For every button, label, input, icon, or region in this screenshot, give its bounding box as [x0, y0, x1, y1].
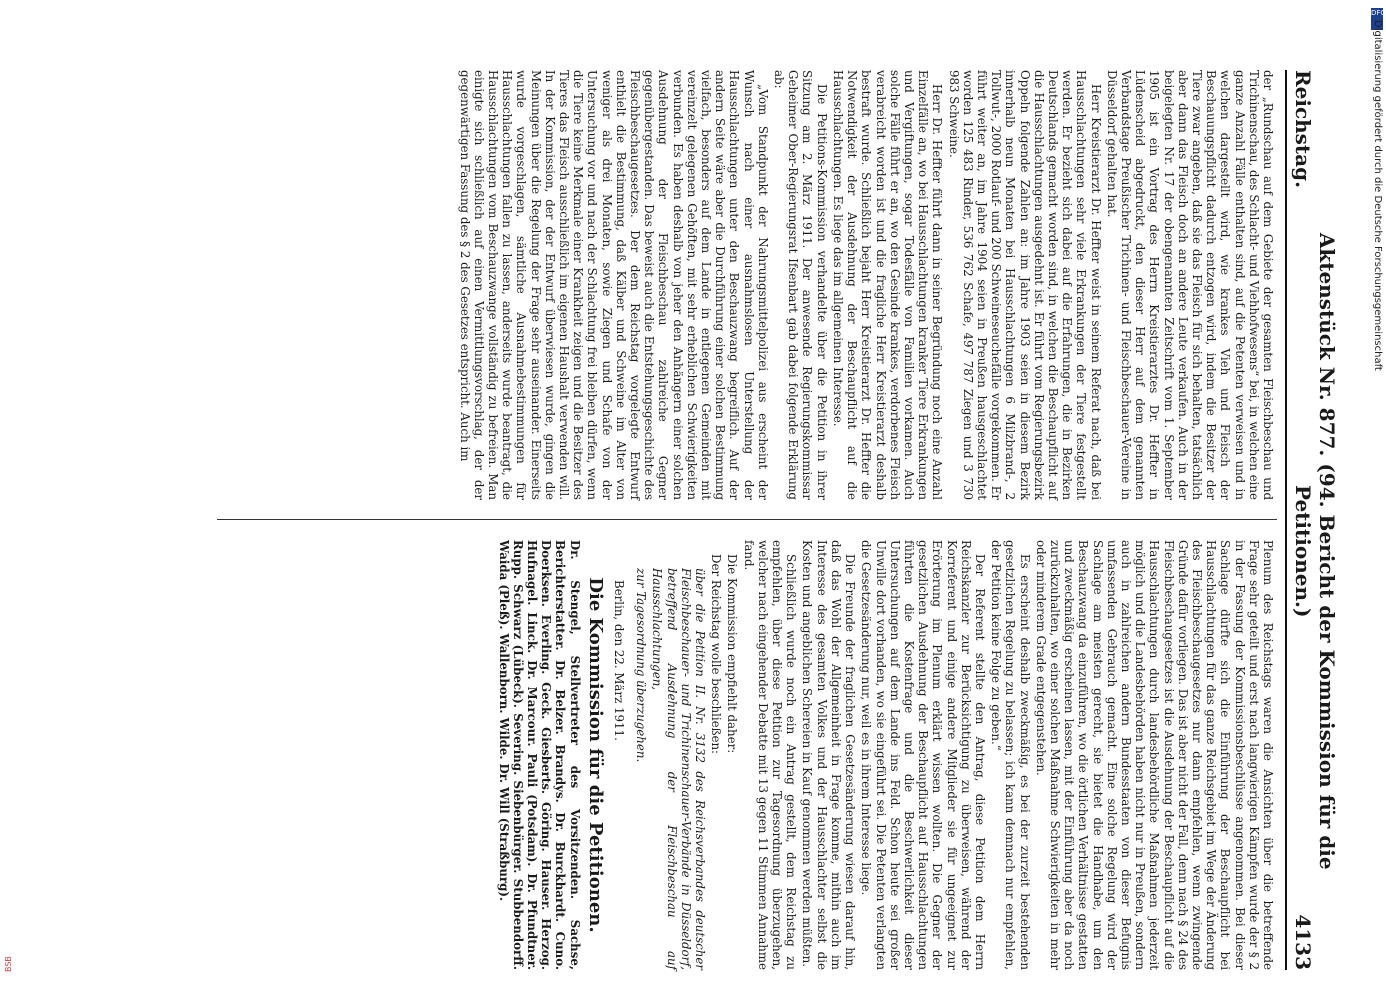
page-number: 4133: [1291, 914, 1315, 970]
right-column: [494, 540, 1275, 970]
header-left: Reichstag.: [1291, 70, 1315, 189]
paragraph: Schließlich wurde noch ein Antrag gestellt, dem Reichstag zu empfehlen, über diese Petition zur Tagesordnung überzugehen, welcher nach eingehender Debatte mit 13 gegen 11 Stimmen Annahme fand.: [741, 540, 799, 970]
dfg-logo: DFG: [1371, 8, 1383, 30]
header-title: Aktenstück Nr. 877. (94. Bericht der Kommission für die Petitionen.): [1291, 232, 1339, 870]
motion-text: über die Petition II. Nr. 3132 des Reichsverbandes deutscher Fleischbeschauer- und Trichinenschauer-Verbände in Düsseldorf, betreffend Ausdehnung der Fleischbeschau auf Hausschlachtungen,: [650, 568, 708, 970]
paragraph: Der Referent stellte den Antrag, diese Petition dem Herrn Reichskanzler zur Berücksichtigung zu überweisen, während der Korreferent und einige andere Mitglieder sie für ungeeignet zur Erörterung im Plenum erklärt wissen wollten. Die Gegner der gesetzlichen Ausdehnung der Beschaupflicht auf Hausschlachtungen führten die Kostenfrage und die Beschwerlichkeit dieser Untersuchungen auf dem Lande ins Feld. Schon heute sei großer Unwille dort vorhanden, wo sie eingeführt sei. Die Petenten verlangten die Gesetzesänderung nur, weil es in ihrem Interesse liege.: [859, 540, 987, 970]
paragraph: Plenum des Reichstags waren die Ansichten über die betreffende Frage sehr geteilt und erst nach langwierigen Kämpfen wurde der § 2 in der Fassung der Kommissionsbeschlüsse angenommen. Bei dieser Sachlage dürfte sich die Einführung der Beschaupflicht bei Hausschlachtungen für das ganze Reichsgebiet im Wege der Änderung des Fleischbeschaugesetzes nur dann empfehlen, wenn zwingende Gründe dafür vorliegen. Das ist aber nicht der Fall, denn nach § 24 des Fleischbeschaugesetzes ist die Ausdehnung der Beschaupflicht auf die Hausschlachtungen durch landesbehördliche Maßnahmen jederzeit möglich und die Landesbehörden haben nicht nur in Preußen, sondern auch in zahlreichen andern Bundesstaaten von dieser Befugnis umfassenden Gebrauch gemacht. Eine solche Regelung wird der Sachlage am meisten gerecht, sie bietet die Handhabe, um den Beschauzwang da einzuführen, wo die örtlichen Verhältnisse gestatten und zweckmäßig erscheinen lassen, mit der Einführung aber da noch zurückzuhalten, wo einer solchen Maßnahme Schwierigkeiten in mehr oder minderem Grade entgegenstehen.: [1033, 540, 1275, 970]
paragraph: Die Freunde der fraglichen Gesetzesänderung wiesen darauf hin, daß das Wohl der Allgemeinheit in Frage komme, mithin auch im Interesse des gesamten Volkes und der Hausschlachter selbst die Kosten und angeblichen Schereien in Kauf genommen werden müßten.: [800, 540, 858, 970]
paragraph: Die Petitions-Kommission verhandelte über die Petition in ihrer Sitzung am 2. März 1911. Der anwesende Regierungskommissar Geheimer Ober-Regierungsrat Ifsenbart gab dabei folgende Erklärung ab:: [772, 70, 829, 500]
resolution-intro: Der Reichstag wolle beschließen:: [709, 554, 724, 755]
paragraph: Es erscheint deshalb zweckmäßig, es bei der zurzeit bestehenden gesetzlichen Regelung zu belassen; ich kann demnach nur empfehlen, der Petition keine Folge zu geben.“: [989, 540, 1032, 970]
left-column: [455, 70, 1275, 500]
page-header: [1285, 70, 1339, 970]
recommendation-intro: Die Kommission empfiehlt daher:: [725, 554, 740, 754]
library-mark: BSB: [4, 956, 13, 972]
date-line: Berlin, den 22. März 1911.: [612, 580, 627, 741]
column-divider: [217, 519, 1277, 520]
paragraph: „Vom Standpunkt der Nahrungsmittelpolizei aus erscheint der Wunsch nach einer ausnahmslosen Unterstellung der Hausschlachtungen unter den Beschauzwang begreiflich. Auf der andern Seite wäre aber die Durchführung einer solchen Bestimmung vielfach, besonders auf dem Lande in entlegenen Gemeinden mit vereinzelt gelegenen Gehöften, mit sehr erheblichen Schwierigkeiten verbunden. Es haben deshalb von jeher den Anhängern einer solchen Ausdehnung der Fleischbeschau zahlreiche Gegner gegenübergestanden. Das beweist auch die Entstehungsgeschichte des Fleischbeschaugesetzes. Der dem Reichstag vorgelegte Entwurf enthielt die Bestimmung, daß Kälber und Schweine im Alter von weniger als drei Monaten, sowie Ziegen und Schafe von der Untersuchung vor und nach der Schlachtung frei bleiben dürfen, wenn die Tiere keine Merkmale einer Krankheit zeigen und die Besitzer des Tieres das Fleisch ausschließlich im eigenen Haushalt verwenden will. In der Kommission, der der Entwurf überwiesen wurde, gingen die Meinungen über die Regelung der Frage sehr auseinander. Einerseits wurde vorgeschlagen, sämtliche Ausnahmebestimmungen für Hausschlachtungen fallen zu lassen, anderseits wurde beantragt, die Hausschlachtungen vom Beschauzwange vollständig zu befreien. Man einigte sich schließlich auf einen Vermittlungsvorschlag, der der gegenwärtigen Fassung des § 2 des Gesetzes entspricht. Auch im: [457, 70, 770, 500]
motion-conclusion: zur Tagesordnung überzugehen.: [634, 568, 649, 763]
signatories: Dr. Stengel, Stellvertreter des Vorsitzenden. Sachse, Berichterstatter. Dr. Belzer. Brandys. Dr. Burckhardt. Cuno. Doerksen. Everling. Geck. Giesberts. Göring. Hauser. Herzog. Hufnagel. Linck. Dr. Marcour. Pauli (Potsdam). Dr. Pfundtner. Rupp. Schwarz (Lübeck). Severing. Siebenbürger. Stubbendorff. Waida (Pleß). Wallenborn. Wilde. Dr. Will (Straßburg).: [496, 540, 582, 970]
commission-title: Die Kommission für die Petitionen.: [584, 577, 606, 933]
rotated-document-page: [85, 70, 1339, 970]
funding-note: [1372, 20, 1384, 980]
paragraph: der „Rundschau auf dem Gebiete der gesamten Fleischbeschau und Trichinenschau, des Schlacht- und Viehhofwesens“ bei, in welchen eine ganze Anzahl Fälle enthalten sind, auf die Petenten verweisen und in welchen dargestellt wird, wie krankes Vieh und Fleisch der Beschauungspflicht dadurch entzogen wird, indem die Besitzer der Tiere zwar angeben, daß sie das Fleisch für sich behalten, tatsächlich aber dann das Fleisch doch an andere Leute verkaufen. Auch in der beigelegten Nr. 17 der obengenannten Zeitschrift vom 1. September 1905 ist ein Vortrag des Herrn Kreistierarztes Dr. Heffter in Lüdenscheid abgedruckt, den dieser Herr auf dem genannten Verbandstage Preußischer Trichinen- und Fleischbeschauer-Vereine in Düsseldorf gehalten hat.: [1104, 70, 1275, 500]
funding-note-text: Digitalisierung gefördert durch die Deutsche Forschungsgemeinschaft: [1372, 20, 1383, 371]
paragraph: Herr Kreistierarzt Dr. Heffter weist in seinem Referat nach, daß bei Hausschlachtungen sehr viele Erkrankungen der Tiere festgestellt werden. Er bezieht sich dabei auf die Erfahrungen, die in Bezirken Deutschlands gemacht worden sind, in welchen die Beschaupflicht auf die Hausschlachtungen ausgedehnt ist. Er führt vom Regierungsbezirk Oppeln folgende Zahlen an: im Jahre 1903 seien in diesem Bezirk innerhalb neun Monaten bei Hausschlachtungen 6 Milzbrand-, 2 Tollwut-, 2000 Rotlauf- und 200 Schweineseuchefälle vorgekommen. Er führt weiter an, im Jahre 1904 seien in Preußen hausgeschlachtet worden 125 483 Rinder, 536 762 Schafe, 497 787 Ziegen und 3 730 983 Schweine.: [946, 70, 1103, 500]
paragraph: Herr Dr. Heffter führt dann in seiner Begründung noch eine Anzahl Einzelfälle an, wo bei Hausschlachtungen kranker Tiere Erkrankungen und Vergiftungen, sogar Todesfälle von Familien vorkamen. Auch solche Fälle führt er an, wo den Gesinde krankes, verdorbenes Fleisch verabreicht worden ist und die fragliche Herr Kreistierarzt deshalb bestraft wurde. Schließlich bejaht Herr Kreistierarzt Dr. Heffter die Notwendigkeit der Ausdehnung der Beschaupflicht auf die Hausschlachtungen. Es liege das im allgemeinen Interesse.: [830, 70, 945, 500]
